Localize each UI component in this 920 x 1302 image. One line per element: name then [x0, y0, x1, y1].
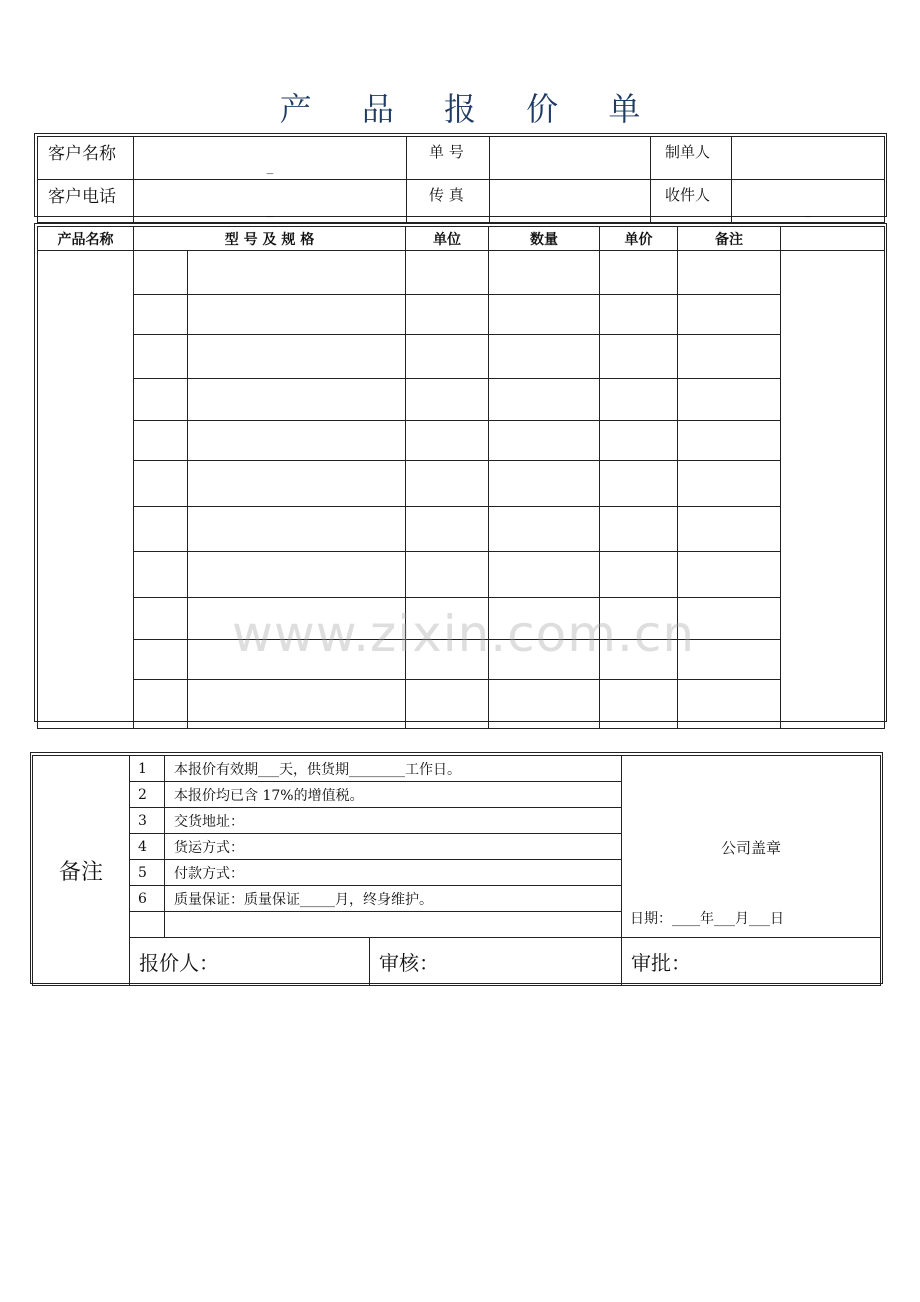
unit-cell[interactable]	[406, 507, 489, 552]
unit-cell[interactable]	[406, 461, 489, 507]
unit-price-cell[interactable]	[600, 507, 678, 552]
item-index-cell[interactable]	[134, 379, 188, 421]
unit-cell[interactable]	[406, 680, 489, 729]
items-table	[37, 226, 885, 729]
unit-price-cell[interactable]	[600, 251, 678, 295]
remark-cell[interactable]	[678, 251, 781, 295]
quantity-cell[interactable]	[489, 461, 600, 507]
remark-cell[interactable]	[678, 295, 781, 335]
product-name-cell[interactable]	[38, 251, 134, 729]
quantity-cell[interactable]	[489, 421, 600, 461]
remark-cell[interactable]	[678, 507, 781, 552]
remark-cell[interactable]	[678, 461, 781, 507]
quantity-cell[interactable]	[489, 598, 600, 640]
quantity-cell[interactable]	[489, 640, 600, 680]
remark-number: 1	[130, 756, 165, 782]
unit-price-cell[interactable]	[600, 335, 678, 379]
unit-cell[interactable]	[406, 335, 489, 379]
unit-cell[interactable]	[406, 379, 489, 421]
maker-field[interactable]	[732, 137, 885, 180]
signature-row	[33, 938, 881, 986]
page-title: 产 品 报 价 单	[279, 90, 661, 128]
unit-cell[interactable]	[406, 552, 489, 598]
unit-cell[interactable]	[406, 251, 489, 295]
remark-cell[interactable]	[678, 421, 781, 461]
model-spec-cell[interactable]	[188, 461, 406, 507]
receiver-label: 收件人	[651, 180, 732, 223]
quantity-cell[interactable]	[489, 295, 600, 335]
item-index-cell[interactable]	[134, 598, 188, 640]
remark-text: 质量保证：质量保证_____月，终身维护。	[165, 886, 622, 912]
remark-cell[interactable]	[678, 335, 781, 379]
customer-name-label: 客户名称	[38, 137, 134, 180]
unit-cell[interactable]	[406, 295, 489, 335]
remark-text: 本报价均已含 17%的增值税。	[165, 782, 622, 808]
model-spec-cell[interactable]	[188, 295, 406, 335]
item-index-cell[interactable]	[134, 461, 188, 507]
table-row	[38, 251, 885, 295]
table-row	[38, 680, 885, 729]
model-spec-cell[interactable]	[188, 379, 406, 421]
table-row	[38, 640, 885, 680]
model-spec-cell[interactable]	[188, 552, 406, 598]
remark-text: 本报价有效期___天，供货期________工作日。	[165, 756, 622, 782]
remark-cell[interactable]	[678, 680, 781, 729]
remark-number: 3	[130, 808, 165, 834]
customer-phone-label: 客户电话	[38, 180, 134, 223]
customer-phone-field[interactable]: _	[134, 180, 407, 223]
unit-cell[interactable]	[406, 598, 489, 640]
remarks-section-label: 备注	[33, 756, 130, 986]
item-index-cell[interactable]	[134, 335, 188, 379]
remark-number: 4	[130, 834, 165, 860]
remarks-table	[32, 755, 881, 986]
table-row	[38, 379, 885, 421]
model-spec-cell[interactable]	[188, 640, 406, 680]
col-product-name: 产品名称	[38, 227, 134, 251]
unit-price-cell[interactable]	[600, 295, 678, 335]
remark-text: 货运方式：	[165, 834, 622, 860]
customer-info-table	[37, 136, 885, 223]
model-spec-cell[interactable]	[188, 507, 406, 552]
col-remark: 备注	[678, 227, 781, 251]
item-index-cell[interactable]	[134, 251, 188, 295]
unit-price-cell[interactable]	[600, 552, 678, 598]
table-row	[38, 598, 885, 640]
approver-field[interactable]: 审批：	[622, 938, 881, 986]
item-index-cell[interactable]	[134, 421, 188, 461]
unit-price-cell[interactable]	[600, 379, 678, 421]
quantity-cell[interactable]	[489, 552, 600, 598]
unit-price-cell[interactable]	[600, 598, 678, 640]
item-index-cell[interactable]	[134, 507, 188, 552]
table-row	[38, 421, 885, 461]
quantity-cell[interactable]	[489, 507, 600, 552]
remark-text	[165, 912, 622, 938]
table-row	[38, 461, 885, 507]
col-extra	[781, 227, 885, 251]
unit-cell[interactable]	[406, 640, 489, 680]
unit-price-cell[interactable]	[600, 640, 678, 680]
remark-line	[33, 756, 881, 782]
remark-number	[130, 912, 165, 938]
col-unit-price: 单价	[600, 227, 678, 251]
table-row	[38, 552, 885, 598]
remark-number: 6	[130, 886, 165, 912]
date-label: 日期：____年___月___日	[630, 911, 784, 927]
maker-label: 制单人	[651, 137, 732, 180]
item-index-cell[interactable]	[134, 552, 188, 598]
quantity-cell[interactable]	[489, 251, 600, 295]
quantity-cell[interactable]	[489, 335, 600, 379]
quantity-cell[interactable]	[489, 680, 600, 729]
quantity-cell[interactable]	[489, 379, 600, 421]
item-index-cell[interactable]	[134, 640, 188, 680]
order-no-label: 单 号	[407, 137, 490, 180]
remark-text: 付款方式：	[165, 860, 622, 886]
item-index-cell[interactable]	[134, 295, 188, 335]
fax-label: 传 真	[407, 180, 490, 223]
reviewer-field[interactable]: 审核：	[370, 938, 622, 986]
quoter-field[interactable]: 报价人：	[130, 938, 370, 986]
order-no-field[interactable]	[490, 137, 651, 180]
remark-number: 2	[130, 782, 165, 808]
customer-name-field[interactable]: _	[134, 137, 407, 180]
remark-cell[interactable]	[678, 552, 781, 598]
remark-number: 5	[130, 860, 165, 886]
remark-text: 交货地址：	[165, 808, 622, 834]
company-seal-area[interactable]	[622, 756, 881, 938]
model-spec-cell[interactable]	[188, 598, 406, 640]
unit-price-cell[interactable]	[600, 461, 678, 507]
extra-cell[interactable]	[781, 251, 885, 729]
remark-cell[interactable]	[678, 379, 781, 421]
unit-price-cell[interactable]	[600, 680, 678, 729]
receiver-field[interactable]: _	[732, 180, 885, 223]
model-spec-cell[interactable]	[188, 680, 406, 729]
company-seal-label: 公司盖章	[720, 839, 781, 857]
model-spec-cell[interactable]	[188, 251, 406, 295]
col-quantity: 数量	[489, 227, 600, 251]
table-row	[38, 295, 885, 335]
fax-field[interactable]	[490, 180, 651, 223]
col-model-spec: 型 号 及 规 格	[134, 227, 406, 251]
model-spec-cell[interactable]	[188, 421, 406, 461]
watermark: www.zixin.com.cn	[232, 605, 696, 663]
remark-cell[interactable]	[678, 640, 781, 680]
col-unit: 单位	[406, 227, 489, 251]
model-spec-cell[interactable]	[188, 335, 406, 379]
unit-price-cell[interactable]	[600, 421, 678, 461]
remark-cell[interactable]	[678, 598, 781, 640]
table-row	[38, 507, 885, 552]
table-row	[38, 335, 885, 379]
item-index-cell[interactable]	[134, 680, 188, 729]
unit-cell[interactable]	[406, 421, 489, 461]
